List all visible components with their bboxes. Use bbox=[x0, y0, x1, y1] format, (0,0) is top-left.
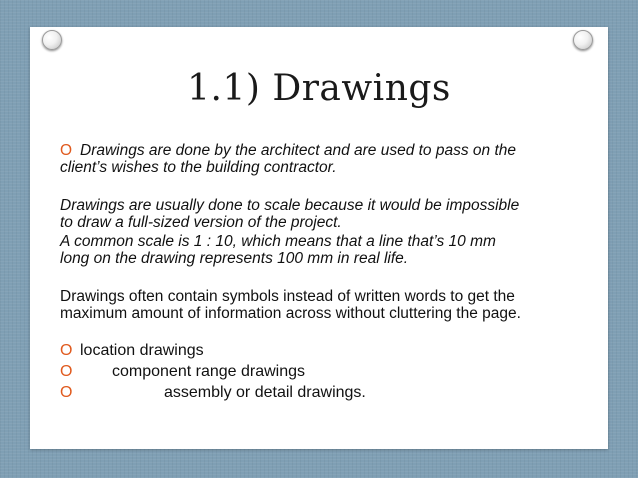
list-item: O component range drawings bbox=[60, 363, 306, 380]
pushpin-icon bbox=[42, 30, 62, 50]
slide-body bbox=[60, 142, 580, 403]
bullet-icon: O bbox=[60, 342, 73, 359]
bullet-icon: O bbox=[60, 363, 73, 380]
slide-title: 1.1) Drawings bbox=[187, 68, 451, 109]
paragraph-symbols: Drawings often contain symbols instead of written words to get the maximum amount of information across without cluttering the page. bbox=[60, 288, 521, 322]
bullet-icon: O bbox=[60, 384, 73, 401]
list-item: O assembly or detail drawings. bbox=[60, 384, 366, 401]
paragraph-architect: O Drawings are done by the architect and are used to pass on the client’s wishes to the building contractor. bbox=[60, 142, 516, 176]
bullet-icon: O bbox=[60, 142, 73, 159]
list-item: O location drawings bbox=[60, 342, 204, 359]
paragraph-scale: Drawings are usually done to scale because it would be impossible to draw a full-sized version of the project. A common scale is 1 : 10, which means that a line that’s 10 mm long on the drawing represents 100 mm in real life. bbox=[60, 197, 520, 267]
pushpin-icon bbox=[573, 30, 593, 50]
drawing-types-list bbox=[60, 340, 580, 403]
